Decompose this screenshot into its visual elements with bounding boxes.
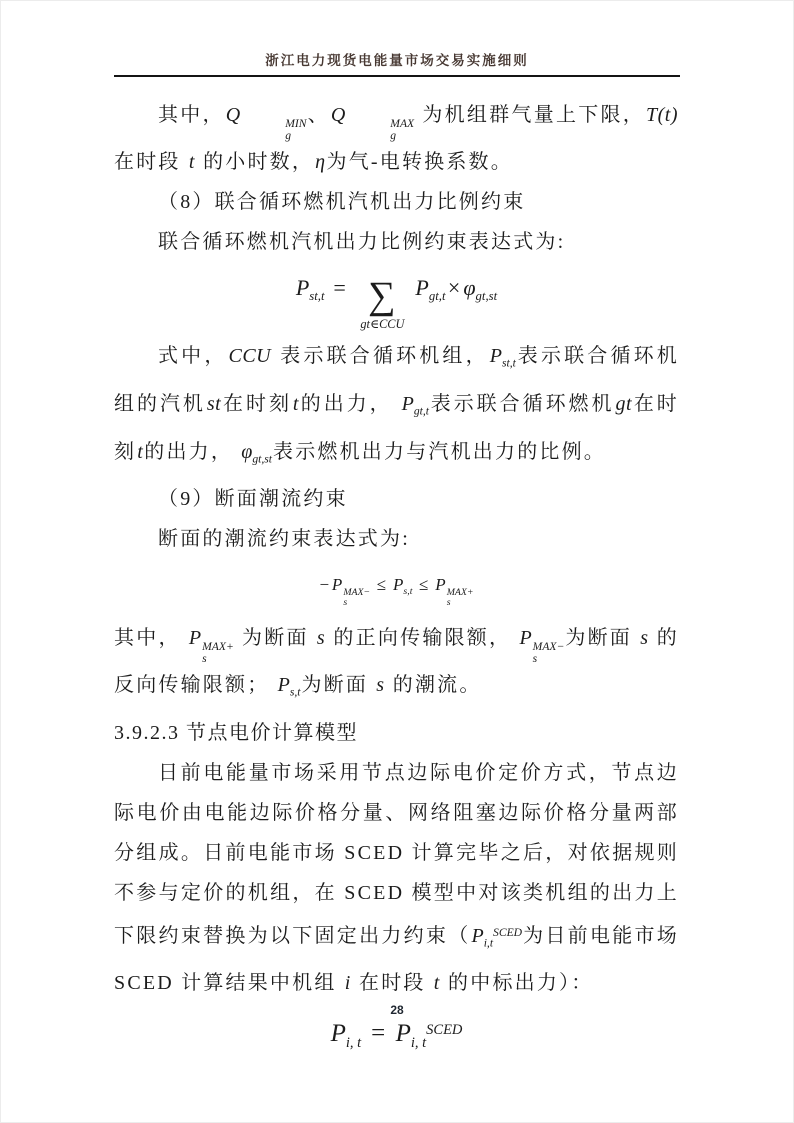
math-sub: s [446,597,451,609]
section-3-9-2-3-heading [114,713,679,753]
math-sup: SCED [493,925,523,939]
math-sub: s [532,652,538,666]
math-sub: gt,t [428,289,446,304]
formula-ccu-output-ratio [114,268,679,330]
math-stack [343,588,370,609]
text-run: 3.9.2.3 节点电价计算模型 [114,721,358,744]
text-run: 、 [307,104,330,126]
text-run: 式中， [158,345,228,368]
text-run: 在时刻 [222,392,292,415]
math-base: φ [241,440,253,463]
formula-section-flow-limit [114,565,679,612]
page-footer [1,1001,793,1019]
math-base: P [489,345,502,368]
math-var [240,440,273,466]
math-var [434,575,474,609]
math-var: i [344,972,351,995]
text-run: 在时刻 [114,392,680,463]
text-run: 的中标出力）： [440,972,594,995]
item-8-heading [114,182,679,222]
math-var: s [640,627,649,650]
text-run: （8）联合循环燃机汽机出力比例约束 [158,191,526,214]
math-stack [241,118,306,142]
math-sub: s [343,597,348,609]
text-run: 的反向传输限额； [114,627,679,697]
math-var: t [137,440,144,463]
text-run: 的出力， [144,440,241,463]
math-base: P [415,275,429,301]
math-sub: s,t [289,685,301,699]
math-var: t [292,392,299,415]
math-stack [202,641,234,665]
text-run: 日前电能量市场采用节点边际电价定价方式，节点边际电价由电能边际价格分量、网络阻塞边际价格分量两部分组成。日前电能市场 SCED 计算完毕之后，对依据规则不参与定价的机组，在 SCED 模型中对该类机组的出力上下限约束替换为以下固定出力约束（ [114,761,679,947]
math-sup: MAX [390,116,415,130]
math-base: P [393,575,404,595]
text-run: 在时段 [114,151,188,174]
text-run: 表示联合循环机组的汽机 [114,345,679,415]
math-var: s [316,627,326,650]
text-run: = [362,1019,395,1047]
text-run: 表示联合循环燃机 [429,392,615,415]
text-run: 为断面 [565,627,640,650]
text-run: 的潮流。 [385,674,482,697]
math-base: P [435,575,446,595]
math-var: η [315,151,326,174]
math-base: Q [330,104,346,126]
paragraph-flow-explain [114,618,679,713]
math-var: st [206,392,222,415]
math-var [518,627,565,666]
text-run: ≤ [413,575,435,595]
math-stack [447,588,474,609]
math-sup: MAX− [532,639,565,653]
math-var [277,674,302,699]
math-base: P [519,627,532,650]
math-var: t [188,151,195,174]
text-run: 断面的潮流约束表达式为: [158,528,410,551]
math-base: P [331,575,343,595]
math-var: s [376,674,385,697]
text-run: 为机组群气量上下限， [415,104,646,126]
math-sub: i,t [483,936,494,950]
math-sub: s,t [403,586,413,598]
text-run: （9）断面潮流约束 [158,488,348,511]
text-run: 为断面 [234,627,316,650]
math-sub: gt,st [252,452,272,466]
paragraph-ccu-explain [114,336,679,479]
math-var: CCU [228,345,272,368]
math-var [331,575,371,609]
text-run: 其中， [158,104,225,126]
math-sub: i, t [345,1034,362,1051]
math-var [225,104,308,142]
item-9-heading [114,479,679,519]
math-var [395,1019,464,1051]
math-base: P [295,275,310,301]
math-sub: g [285,128,292,142]
math-sup: MAX+ [446,587,474,599]
math-base: P [188,627,202,650]
item-9-lead [114,519,679,559]
text-run: ≤ [371,575,393,595]
header-rule [114,75,680,77]
text-run: 为日前电能市场 SCED 计算结果中机组 [114,924,679,995]
math-var: t [433,972,440,995]
math-sup: SCED [426,1021,463,1038]
math-var [489,345,517,370]
math-base: P [395,1019,411,1047]
page-number: 28 [390,1003,404,1017]
math-sub: gt,st [475,289,498,304]
text-run: 在时段 [351,972,433,995]
math-base: P [330,1019,346,1047]
math-var [330,1019,363,1051]
math-sup: MAX+ [202,639,234,653]
math-base: P [277,674,290,697]
math-var [392,575,413,598]
sum-subscript: gt∈CCU [360,316,405,331]
math-var [295,275,326,304]
paragraph-lmp-model [114,753,679,1003]
math-base: φ [463,275,476,301]
math-sub: st,t [501,356,516,370]
text-run: 其中， [114,627,188,650]
paragraph-gas-limits [114,95,679,182]
text-run: 的小时数， [195,151,315,174]
math-base: P [401,392,414,415]
page-header [1,49,793,77]
text-run: 为断面 [301,674,376,697]
math-sub: g [390,128,397,142]
text-run: 的正向传输限额， [326,627,519,650]
math-sup: MIN [285,116,307,130]
text-run: 为气-电转换系数。 [326,151,513,174]
math-sub: gt,t [413,404,429,418]
math-sub: i, t [410,1034,427,1051]
math-stack [346,118,414,142]
math-var [188,627,235,666]
math-sub: st,t [309,289,325,304]
math-var: gt [615,392,633,415]
math-base: P [471,924,484,947]
math-var [330,104,415,142]
text-run: 联合循环燃机汽机出力比例约束表达式为: [158,231,566,254]
math-var [414,275,446,304]
math-base: Q [225,104,241,126]
item-8-lead [114,222,679,262]
document-body [114,95,679,1068]
math-var [401,392,430,418]
math-var: T(t) [646,104,679,126]
math-sub: s [202,652,207,666]
text-run: 表示燃机出力与汽机出力的比例。 [273,440,606,463]
math-var [470,924,523,950]
text-run: 的出力， [299,392,401,415]
summation-symbol [360,275,405,331]
text-run: − [318,575,331,595]
header-title: 浙江电力现货电能量市场交易实施细则 [265,53,529,68]
text-run: 表示联合循环机组， [272,345,489,368]
text-run: = [325,275,355,301]
sigma-icon: ∑ [368,275,397,318]
text-run: × [446,275,463,301]
math-sup: MAX− [343,587,371,599]
math-var [462,275,498,304]
math-stack [533,641,565,665]
